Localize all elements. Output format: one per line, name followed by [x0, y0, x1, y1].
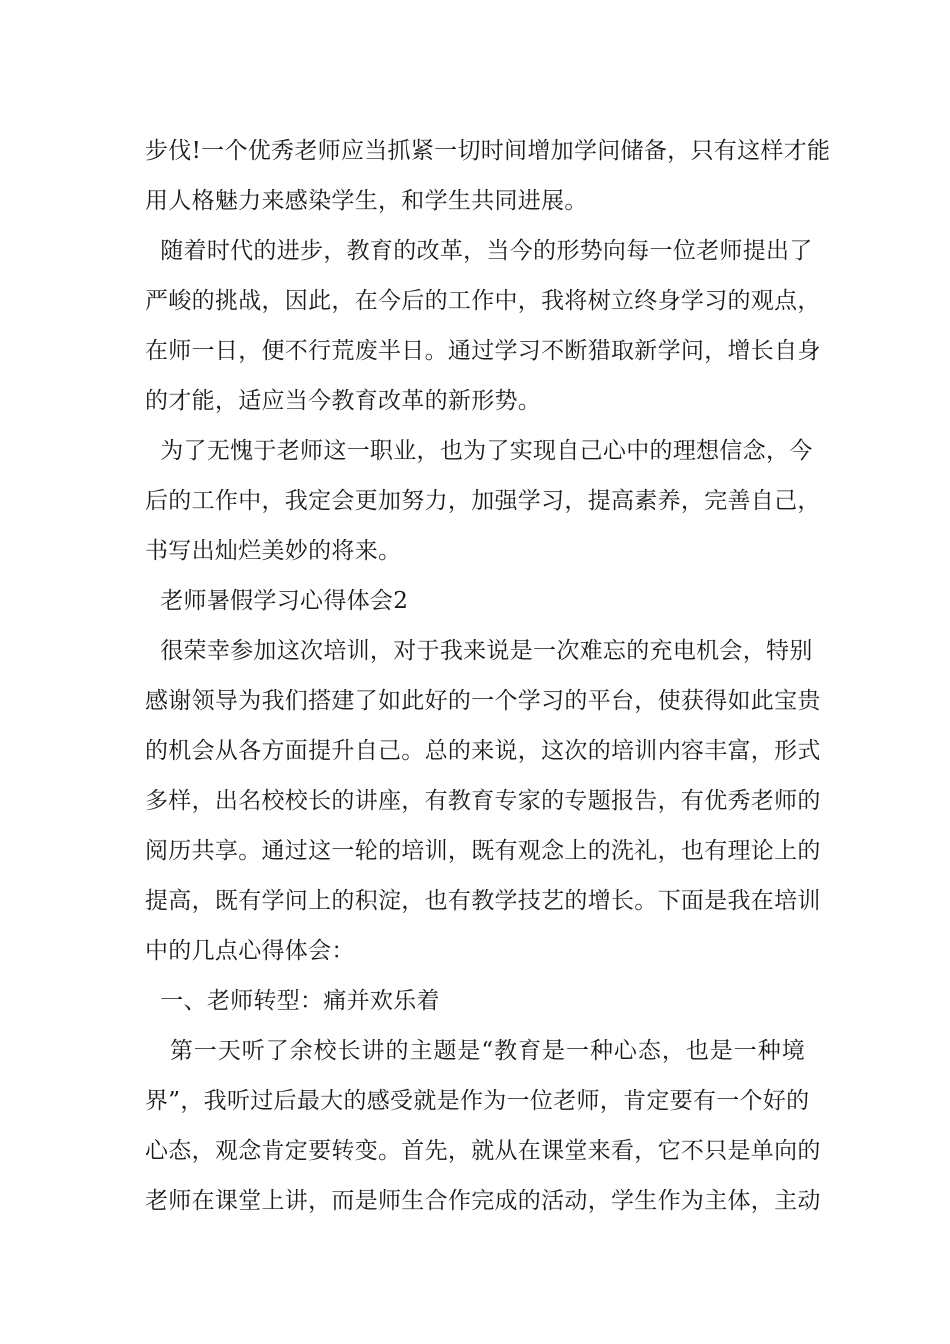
text-line: 第一天听了余校长讲的主题是“教育是一种心态，也是一种境 [145, 1038, 805, 1064]
section-heading: 老师暑假学习心得体会2 [145, 588, 409, 614]
text-line: 严峻的挑战，因此，在今后的工作中，我将树立终身学习的观点， [145, 288, 821, 314]
text-line: 用人格魅力来感染学生，和学生共同进展。 [145, 188, 588, 214]
text-line: 界”，我听过后最大的感受就是作为一位老师，肯定要有一个好的 [145, 1088, 810, 1114]
text-line: 阅历共享。通过这一轮的培训，既有观念上的洗礼，也有理论上的 [145, 838, 821, 864]
text-line: 心态，观念肯定要转变。首先，就从在课堂来看，它不只是单向的 [145, 1138, 821, 1164]
text-line: 老师在课堂上讲，而是师生合作完成的活动，学生作为主体，主动 [145, 1188, 821, 1214]
text-line: 的机会从各方面提升自己。总的来说，这次的培训内容丰富，形式 [145, 738, 821, 764]
text-line: 多样，出名校校长的讲座，有教育专家的专题报告，有优秀老师的 [145, 788, 821, 814]
text-line: 步伐!一个优秀老师应当抓紧一切时间增加学问储备，只有这样才能 [145, 138, 831, 164]
text-line: 提高，既有学问上的积淀，也有教学技艺的增长。下面是我在培训 [145, 888, 821, 914]
text-line: 感谢领导为我们搭建了如此好的一个学习的平台，使获得如此宝贵 [145, 688, 821, 714]
text-line: 书写出灿烂美妙的将来。 [145, 538, 402, 564]
subsection-heading: 一、老师转型：痛并欢乐着 [145, 988, 440, 1014]
text-line: 的才能，适应当今教育改革的新形势。 [145, 388, 542, 414]
text-line: 很荣幸参加这次培训，对于我来说是一次难忘的充电机会，特别 [145, 638, 813, 664]
text-line: 为了无愧于老师这一职业，也为了实现自己心中的理想信念，今 [145, 438, 813, 464]
text-line: 后的工作中，我定会更加努力，加强学习，提高素养，完善自己， [145, 488, 821, 514]
text-line: 在师一日，便不行荒废半日。通过学习不断猎取新学问，增长自身 [145, 338, 821, 364]
text-line: 随着时代的进步，教育的改革，当今的形势向每一位老师提出了 [145, 238, 813, 264]
text-line: 中的几点心得体会： [145, 938, 355, 964]
